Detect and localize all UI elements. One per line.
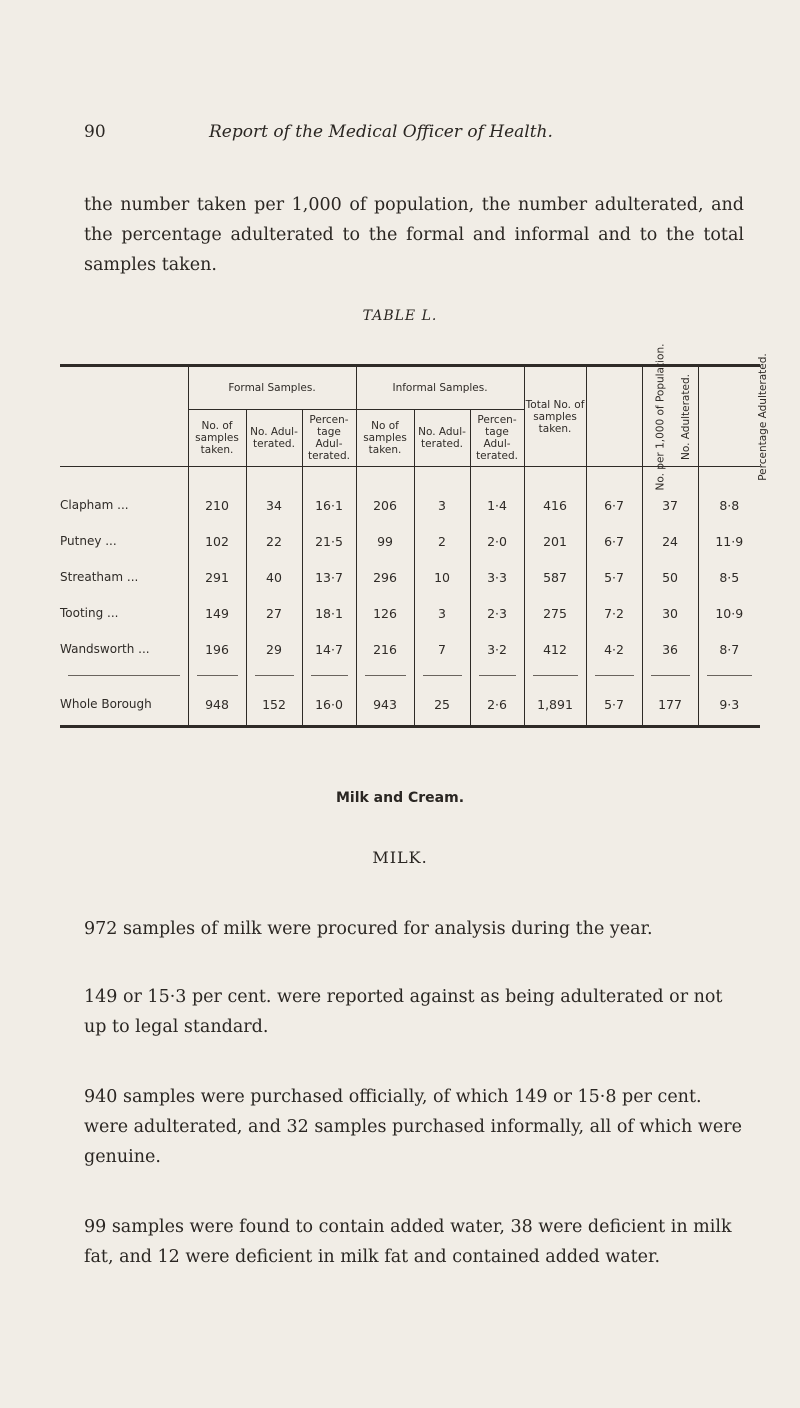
table-cell: 7·2 <box>586 595 642 631</box>
table-cell: 16·0 <box>302 683 356 727</box>
district-name: Putney ... <box>60 534 117 548</box>
district-name: Clapham ... <box>60 498 129 512</box>
table-caption: TABLE L. <box>362 308 438 324</box>
table-cell: 37 <box>642 487 698 523</box>
formal-percentage-header: Percen- tage Adul- terated. <box>302 410 356 467</box>
table-cell: 948 <box>188 683 246 727</box>
table-row <box>60 559 760 595</box>
table-cell: 7 <box>414 631 470 667</box>
samples-table <box>60 343 769 728</box>
table-cell: 36 <box>642 631 698 667</box>
table-cell: 5·7 <box>586 683 642 727</box>
table-row <box>60 631 760 667</box>
table-cell: 5·7 <box>586 559 642 595</box>
table-row <box>60 595 760 631</box>
section-title: Milk and Cream. <box>335 790 465 806</box>
table-cell: 8·5 <box>698 559 760 595</box>
table-cell: 412 <box>524 631 586 667</box>
table-row <box>60 487 760 523</box>
table-cell: 210 <box>188 487 246 523</box>
table-cell: 149 <box>188 595 246 631</box>
informal-samples-header: Informal Samples. <box>356 366 524 410</box>
table-cell: 27 <box>246 595 302 631</box>
table-cell: 126 <box>356 595 414 631</box>
formal-taken-header: No. of samples taken. <box>188 410 246 467</box>
percentage-adulterated-header <box>698 352 769 481</box>
table-cell: 11·9 <box>698 523 760 559</box>
table-cell: 22 <box>246 523 302 559</box>
paragraph: 99 samples were found to contain added water, 38 were deficient in milk fat, and 12 were deficient in milk fat and contained added water. <box>84 1217 732 1267</box>
no-adulterated-header <box>642 366 698 467</box>
table-cell: 30 <box>642 595 698 631</box>
informal-taken-header: No of samples taken. <box>356 410 414 467</box>
table-cell: 1,891 <box>524 683 586 727</box>
table-group-header-row <box>60 366 760 410</box>
total-samples-header: Total No. of samples taken. <box>524 366 586 467</box>
district-name: Wandsworth ... <box>60 642 150 656</box>
table-cell: 3 <box>414 595 470 631</box>
table-cell: 6·7 <box>586 523 642 559</box>
table-cell: 8·7 <box>698 631 760 667</box>
table-cell: 16·1 <box>302 487 356 523</box>
table-cell: 13·7 <box>302 559 356 595</box>
informal-percentage-header: Percen- tage Adul- terated. <box>470 410 524 467</box>
no-adulterated-header-text: No. Adulterated. <box>679 373 692 460</box>
report-title: Report of the Medical Officer of Health. <box>209 122 553 142</box>
table-row <box>60 523 760 559</box>
table-cell: 1·4 <box>470 487 524 523</box>
table-cell: 99 <box>356 523 414 559</box>
table-cell: 2·3 <box>470 595 524 631</box>
table-cell: 50 <box>642 559 698 595</box>
sub-title: MILK. <box>372 848 428 867</box>
table-cell: 275 <box>524 595 586 631</box>
district-name: Tooting ... <box>60 606 119 620</box>
table-total-row <box>60 683 760 727</box>
paragraph: 972 samples of milk were procured for analysis during the year. <box>84 919 653 939</box>
formal-adulterated-header: No. Adul- terated. <box>246 410 302 467</box>
table-cell: 102 <box>188 523 246 559</box>
per-1000-header <box>586 343 666 490</box>
table-cell: 201 <box>524 523 586 559</box>
table-cell: 14·7 <box>302 631 356 667</box>
table-cell: 34 <box>246 487 302 523</box>
table-cell: 216 <box>356 631 414 667</box>
table-cell: 25 <box>414 683 470 727</box>
table-cell: 152 <box>246 683 302 727</box>
table-cell: 40 <box>246 559 302 595</box>
table-cell: 943 <box>356 683 414 727</box>
table-cell: 18·1 <box>302 595 356 631</box>
table-cell: 24 <box>642 523 698 559</box>
table-cell: 416 <box>524 487 586 523</box>
table-cell: 587 <box>524 559 586 595</box>
table-cell: 296 <box>356 559 414 595</box>
informal-adulterated-header: No. Adul- terated. <box>414 410 470 467</box>
table-cell: 3·2 <box>470 631 524 667</box>
table-cell: 29 <box>246 631 302 667</box>
total-district-name: Whole Borough <box>60 697 152 711</box>
table-divider-row <box>60 667 760 683</box>
district-header <box>60 366 188 467</box>
formal-samples-header: Formal Samples. <box>188 366 356 410</box>
intro-paragraph: the number taken per 1,000 of population, the number adulterated, and the percentage adulterated to the formal and informal and to the total samples taken. <box>84 195 744 275</box>
percentage-adulterated-header-text: Percentage Adulterated. <box>756 352 769 481</box>
district-name: Streatham ... <box>60 570 139 584</box>
paragraph: 940 samples were purchased officially, of which 149 or 15·8 per cent. were adulterated, and 32 samples purchased informally, all of which were genuine. <box>84 1087 742 1167</box>
table-cell: 177 <box>642 683 698 727</box>
table-cell: 9·3 <box>698 683 760 727</box>
table-cell: 3·3 <box>470 559 524 595</box>
table-cell: 3 <box>414 487 470 523</box>
table-cell: 4·2 <box>586 631 642 667</box>
paragraph: 149 or 15·3 per cent. were reported against as being adulterated or not up to legal standard. <box>84 987 723 1037</box>
table-cell: 10·9 <box>698 595 760 631</box>
table-cell: 2·0 <box>470 523 524 559</box>
table-cell: 196 <box>188 631 246 667</box>
table-cell: 6·7 <box>586 487 642 523</box>
table-cell: 21·5 <box>302 523 356 559</box>
table-cell: 10 <box>414 559 470 595</box>
per-1000-header-text: No. per 1,000 of Population. <box>653 343 666 490</box>
table-cell: 291 <box>188 559 246 595</box>
page-number: 90 <box>84 122 106 142</box>
table-cell: 2·6 <box>470 683 524 727</box>
table-cell: 2 <box>414 523 470 559</box>
table-cell: 8·8 <box>698 487 760 523</box>
table-cell: 206 <box>356 487 414 523</box>
